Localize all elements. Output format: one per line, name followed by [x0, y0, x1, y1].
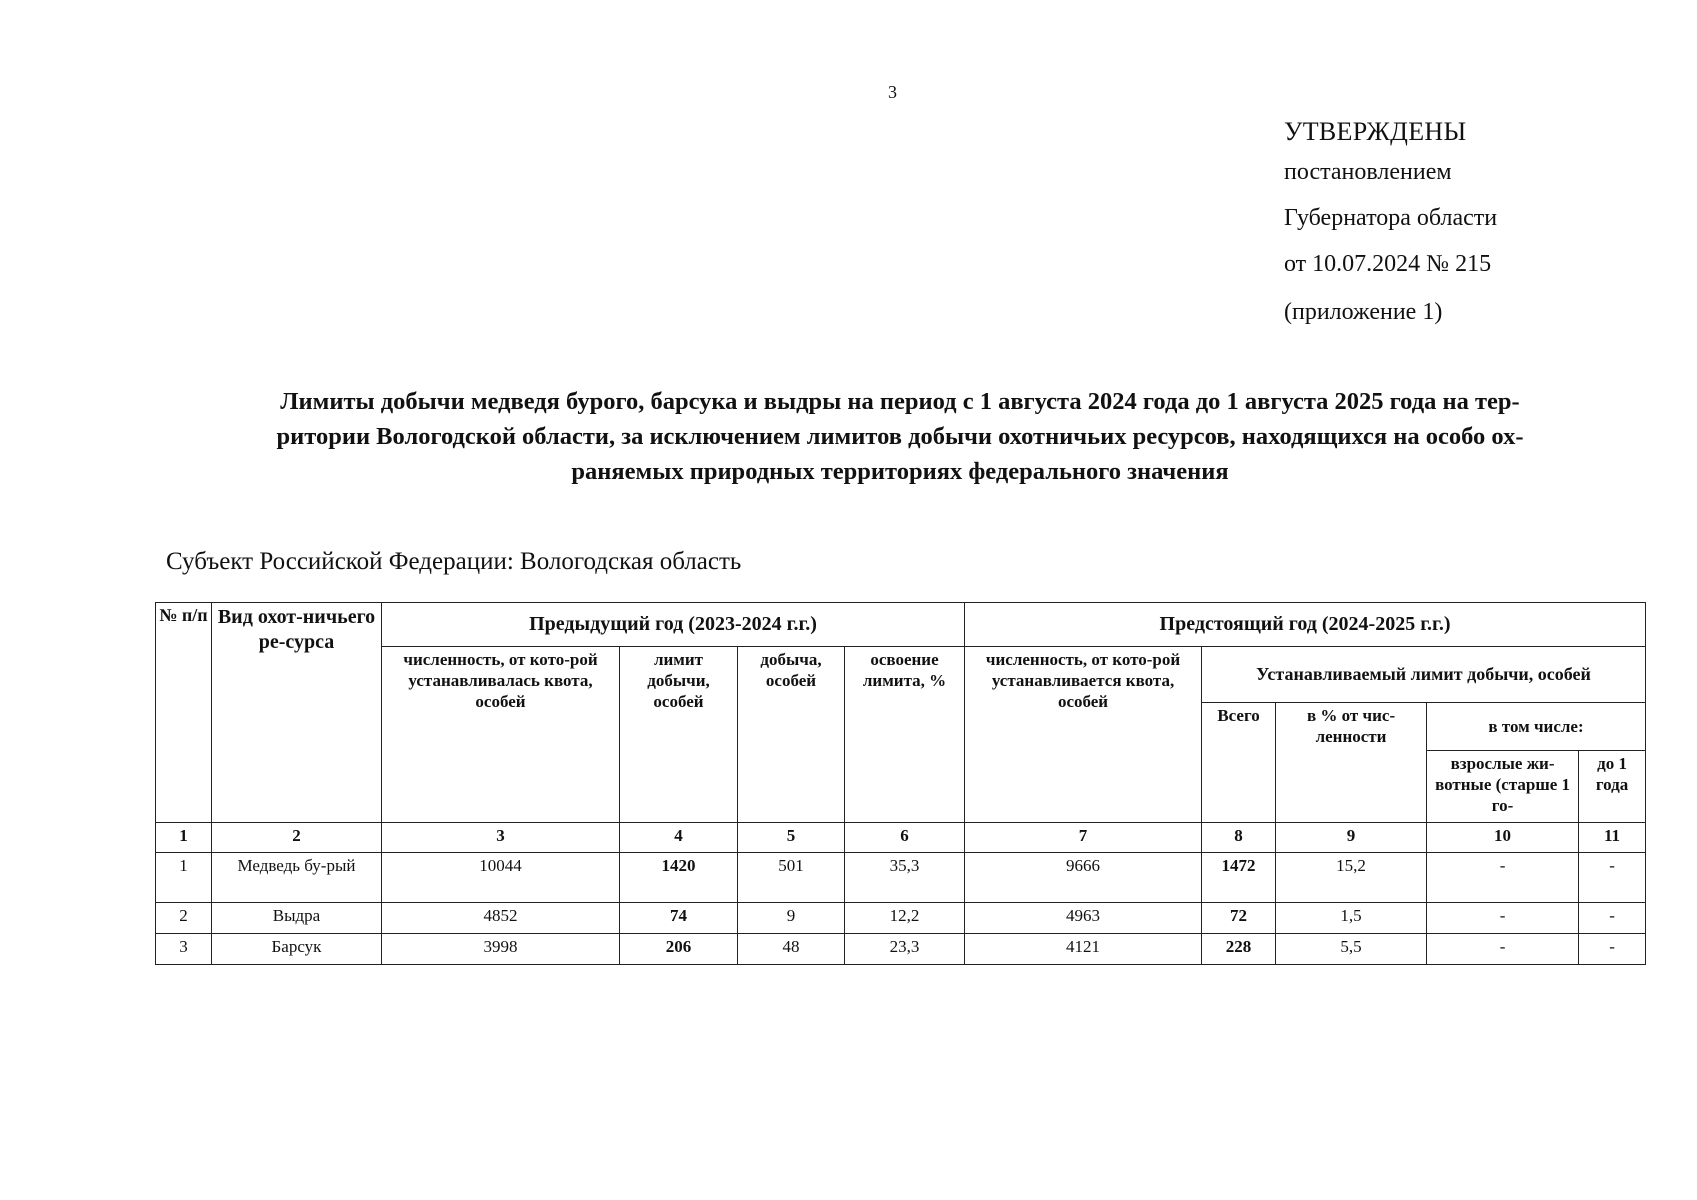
header-percent: в % от чис-ленности — [1276, 703, 1427, 823]
row-adult: - — [1427, 853, 1579, 903]
column-number: 8 — [1202, 823, 1276, 853]
column-number: 11 — [1579, 823, 1646, 853]
column-number: 9 — [1276, 823, 1427, 853]
row-prev-population: 10044 — [382, 853, 620, 903]
title-line: Лимиты добычи медведя бурого, барсука и выдры на период с 1 августа 2024 года до 1 августа 2025 года на тер- — [280, 388, 1520, 415]
column-number: 3 — [382, 823, 620, 853]
row-total: 72 — [1202, 903, 1276, 934]
row-young: - — [1579, 934, 1646, 965]
row-total: 1472 — [1202, 853, 1276, 903]
approval-title: УТВЕРЖДЕНЫ — [1284, 117, 1467, 146]
document-title — [170, 384, 1630, 489]
row-species: Выдра — [212, 903, 382, 934]
header-species: Вид охот-ничьего ре-сурса — [212, 603, 382, 823]
row-number: 1 — [156, 853, 212, 903]
column-number: 2 — [212, 823, 382, 853]
row-prev-harvest: 48 — [738, 934, 845, 965]
row-species: Медведь бу-рый — [212, 853, 382, 903]
title-line: раняемых природных территориях федерального значения — [571, 458, 1229, 485]
header-next-population: численность, от кото-рой устанавливается квота, особей — [965, 647, 1202, 823]
row-total: 228 — [1202, 934, 1276, 965]
row-prev-limit-use: 12,2 — [845, 903, 965, 934]
row-prev-limit: 74 — [620, 903, 738, 934]
table-row — [156, 903, 1646, 934]
column-number: 4 — [620, 823, 738, 853]
header-next-limit: Устанавливаемый лимит добычи, особей — [1202, 647, 1646, 703]
row-next-population: 9666 — [965, 853, 1202, 903]
row-prev-harvest: 9 — [738, 903, 845, 934]
approval-appendix: (приложение 1) — [1284, 299, 1443, 325]
row-number: 2 — [156, 903, 212, 934]
header-young: до 1 года — [1579, 751, 1646, 823]
column-number: 7 — [965, 823, 1202, 853]
row-prev-harvest: 501 — [738, 853, 845, 903]
column-number: 1 — [156, 823, 212, 853]
subject-line: Субъект Российской Федерации: Вологодская область — [166, 548, 742, 575]
limits-table — [155, 602, 1646, 965]
header-prev-limit: лимит добычи, особей — [620, 647, 738, 823]
header-prev-population: численность, от кото-рой устанавливалась квота, особей — [382, 647, 620, 823]
row-percent: 15,2 — [1276, 853, 1427, 903]
approval-line: постановлением — [1284, 159, 1452, 185]
approval-date-number: от 10.07.2024 № 215 — [1284, 251, 1492, 277]
table-row — [156, 934, 1646, 965]
row-next-population: 4121 — [965, 934, 1202, 965]
approval-block — [1284, 117, 1498, 325]
column-number: 10 — [1427, 823, 1579, 853]
row-species: Барсук — [212, 934, 382, 965]
row-prev-limit: 1420 — [620, 853, 738, 903]
row-prev-limit-use: 35,3 — [845, 853, 965, 903]
header-prev-limit-use: освоение лимита, % — [845, 647, 965, 823]
page-number: 3 — [888, 82, 897, 102]
row-prev-limit: 206 — [620, 934, 738, 965]
row-young: - — [1579, 903, 1646, 934]
column-number: 5 — [738, 823, 845, 853]
table-row — [156, 853, 1646, 903]
row-number: 3 — [156, 934, 212, 965]
header-including: в том числе: — [1427, 703, 1646, 751]
header-adult — [1427, 751, 1579, 823]
row-prev-limit-use: 23,3 — [845, 934, 965, 965]
row-next-population: 4963 — [965, 903, 1202, 934]
row-adult: - — [1427, 934, 1579, 965]
approval-line: Губернатора области — [1284, 205, 1498, 231]
header-total: Всего — [1202, 703, 1276, 823]
row-percent: 1,5 — [1276, 903, 1427, 934]
header-upcoming-year: Предстоящий год (2024-2025 г.г.) — [965, 603, 1646, 647]
title-line: ритории Вологодской области, за исключением лимитов добычи охотничьих ресурсов, находящихся на особо ох- — [276, 423, 1524, 450]
row-prev-population: 4852 — [382, 903, 620, 934]
row-prev-population: 3998 — [382, 934, 620, 965]
row-young: - — [1579, 853, 1646, 903]
row-adult: - — [1427, 903, 1579, 934]
column-number: 6 — [845, 823, 965, 853]
header-previous-year: Предыдущий год (2023-2024 г.г.) — [382, 603, 965, 647]
row-percent: 5,5 — [1276, 934, 1427, 965]
header-adult-text: взрослые жи-вотные (старше 1 го- — [1435, 754, 1570, 815]
header-number: № п/п — [156, 603, 212, 823]
header-prev-harvest: добыча, особей — [738, 647, 845, 823]
